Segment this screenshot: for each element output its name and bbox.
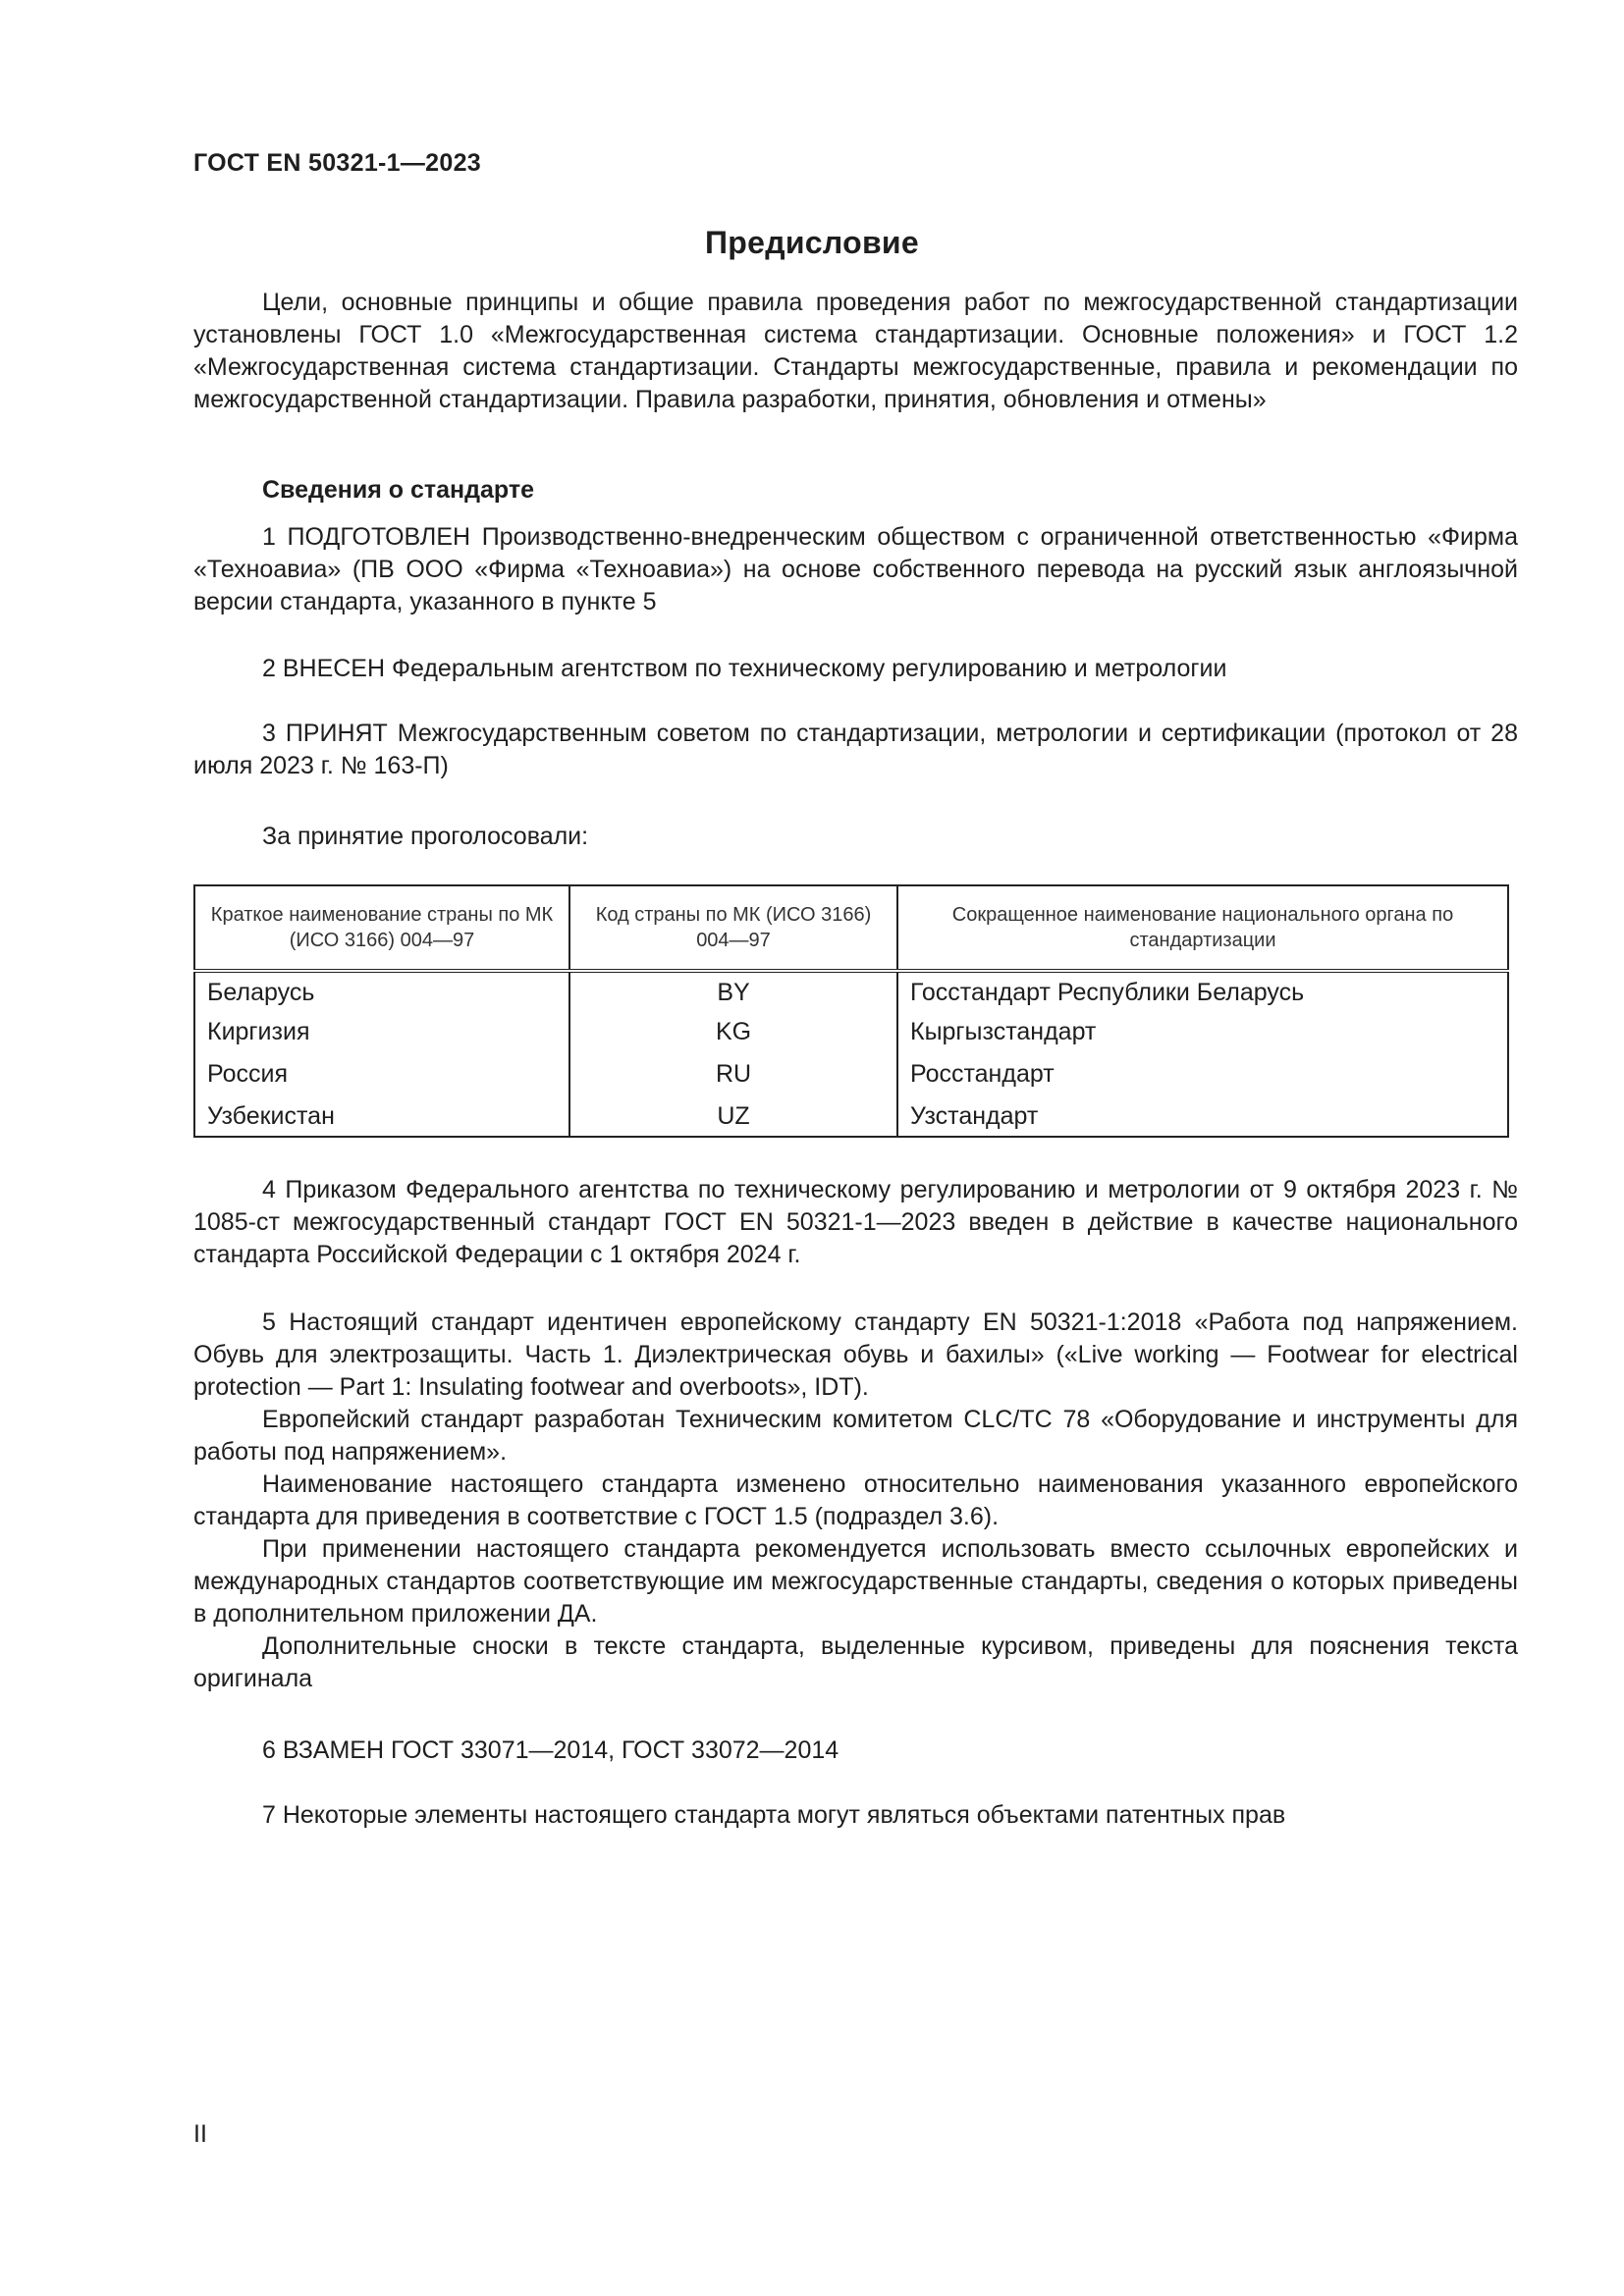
standards-body: Узстандарт	[897, 1096, 1508, 1137]
item-2	[193, 653, 1518, 685]
item-1	[193, 521, 1518, 618]
item-6	[193, 1735, 1518, 1767]
country-name: Узбекистан	[194, 1096, 569, 1137]
country-name: Киргизия	[194, 1012, 569, 1051]
item-6-text: 6 ВЗАМЕН ГОСТ 33071—2014, ГОСТ 33072—2014	[262, 1736, 839, 1764]
country-code: UZ	[569, 1096, 897, 1137]
table-header-body: Сокращенное наименование национального органа по стандартизации	[897, 885, 1508, 971]
country-code: BY	[569, 971, 897, 1012]
table-header-code: Код страны по МК (ИСО 3166) 004—97	[569, 885, 897, 971]
table-row	[194, 1096, 1508, 1137]
country-name: Россия	[194, 1051, 569, 1096]
table-header-row	[194, 885, 1508, 971]
standards-body: Госстандарт Республики Беларусь	[897, 971, 1508, 1012]
page-number: II	[193, 2120, 207, 2148]
table-row	[194, 1012, 1508, 1051]
voted-label	[193, 821, 1518, 853]
standards-body: Росстандарт	[897, 1051, 1508, 1096]
item-5-references: При применении настоящего стандарта рекомендуется использовать вместо ссылочных европейских и международных стандартов соответствующие им межгосударственные стандарты, сведения о которых приведены в дополнительном приложении ДА.	[193, 1535, 1518, 1628]
item-5-name-change: Наименование настоящего стандарта изменено относительно наименования указанного европейского стандарта для приведения в соответствие с ГОСТ 1.5 (подраздел 3.6).	[193, 1470, 1518, 1530]
item-1-text: 1 ПОДГОТОВЛЕН Производственно-внедренческим обществом с ограниченной ответственностью «Фирма «Техноавиа» (ПВ ООО «Фирма «Техноавиа») на основе собственного перевода на русский язык англоязычной версии стандарта, указанного в пункте 5	[193, 523, 1518, 615]
country-code: KG	[569, 1012, 897, 1051]
voting-table	[193, 884, 1509, 1138]
table-header-country: Краткое наименование страны по МК (ИСО 3166) 004—97	[194, 885, 569, 971]
item-5	[193, 1307, 1518, 1695]
document-code: ГОСТ EN 50321-1—2023	[193, 149, 481, 177]
country-name: Беларусь	[194, 971, 569, 1012]
voted-text: За принятие проголосовали:	[262, 823, 589, 850]
item-2-text: 2 ВНЕСЕН Федеральным агентством по техническому регулированию и метрологии	[262, 655, 1227, 682]
item-4	[193, 1174, 1518, 1271]
item-4-text: 4 Приказом Федерального агентства по техническому регулированию и метрологии от 9 октября 2023 г. № 1085-ст межгосударственный стандарт ГОСТ EN 50321-1—2023 введен в действие в качестве национального стандарта Российской Федерации с 1 октября 2024 г.	[193, 1176, 1518, 1268]
item-7-text: 7 Некоторые элементы настоящего стандарта могут являться объектами патентных прав	[262, 1801, 1286, 1829]
standard-info-heading: Сведения о стандарте	[262, 476, 535, 504]
item-5-footnotes: Дополнительные сноски в тексте стандарта, выделенные курсивом, приведены для пояснения текста оригинала	[193, 1632, 1518, 1692]
table-row	[194, 971, 1508, 1012]
item-5-committee: Европейский стандарт разработан Техническим комитетом CLC/TC 78 «Оборудование и инструменты для работы под напряжением».	[193, 1406, 1518, 1466]
item-7	[193, 1799, 1518, 1832]
country-code: RU	[569, 1051, 897, 1096]
intro-text: Цели, основные принципы и общие правила проведения работ по межгосударственной стандартизации установлены ГОСТ 1.0 «Межгосударственная система стандартизации. Основные положения» и ГОСТ 1.2 «Межгосударственная система стандартизации. Стандарты межгосударственные, правила и рекомендации по межгосударственной стандартизации. Правила разработки, принятия, обновления и отмены»	[193, 289, 1518, 413]
page-title: Предисловие	[704, 225, 920, 260]
item-3	[193, 718, 1518, 782]
item-3-text: 3 ПРИНЯТ Межгосударственным советом по стандартизации, метрологии и сертификации (протокол от 28 июля 2023 г. № 163-П)	[193, 720, 1518, 779]
table-row	[194, 1051, 1508, 1096]
standards-body: Кыргызстандарт	[897, 1012, 1508, 1051]
intro-paragraph	[193, 287, 1518, 416]
item-5-text: 5 Настоящий стандарт идентичен европейскому стандарту EN 50321-1:2018 «Работа под напряжением. Обувь для электрозащиты. Часть 1. Диэлектрическая обувь и бахилы» («Live working — Footwear for electrical protection — Part 1: Insulating footwear and overboots», IDT).	[193, 1308, 1518, 1401]
